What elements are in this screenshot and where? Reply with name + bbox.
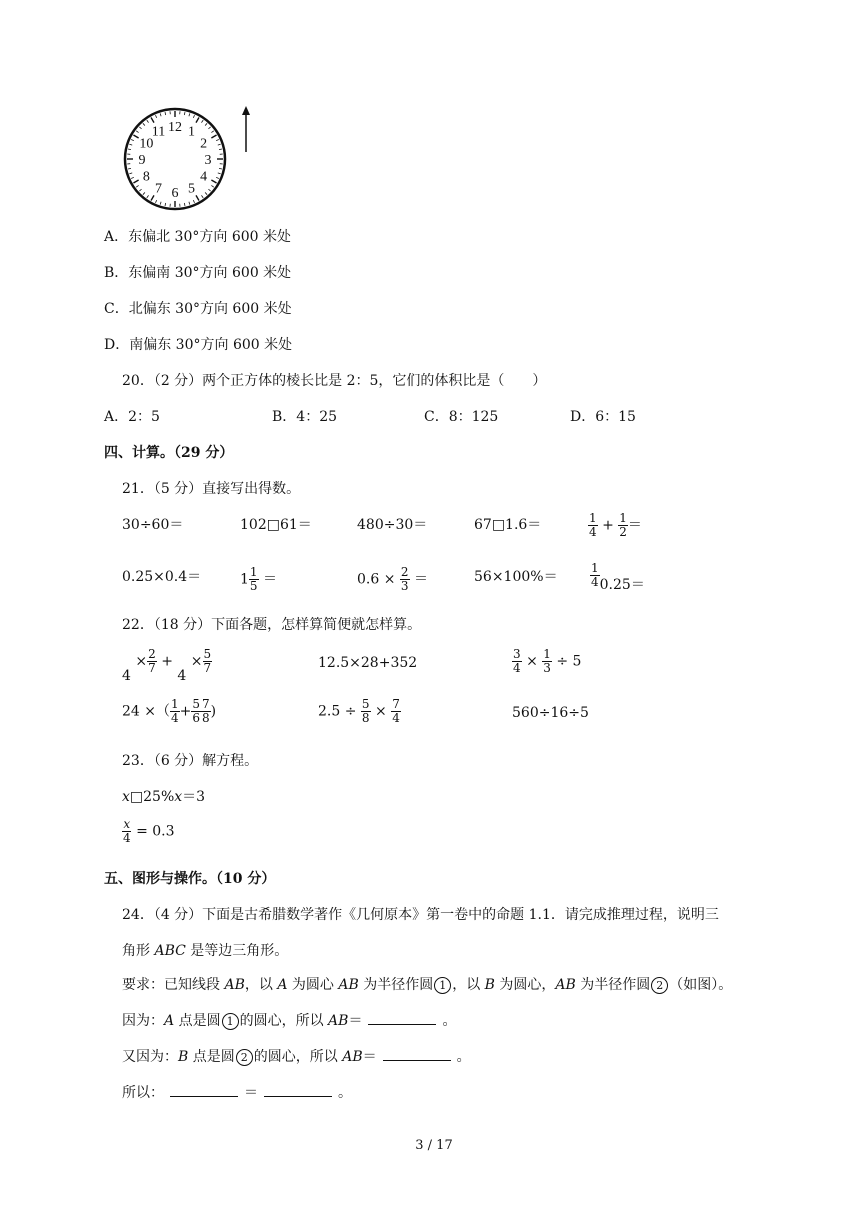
q22-problem-4: 24 ×（ $\frac{1}{4}$ + $\frac{5}{6}$ $\frac{7}{8}$ ) [122,697,217,725]
q24-line-1: 24．（4 分）下面是古希腊数学著作《几何原本》第一卷中的命题 1.1．请完成推理过程，说明三 [122,907,719,923]
clock-tick [211,135,216,138]
fraction: $\frac{x}{4}$ [123,817,131,845]
fraction: $\frac{5}{8}$ [361,697,370,725]
fraction: $\frac{1}{2}$ [619,511,627,539]
answer-blank[interactable] [368,1012,436,1025]
clock-tick [189,113,190,116]
clock-tick [218,144,221,145]
clock-tick [147,120,149,122]
q22-problem-5: 2.5 ÷ $\frac{5}{8}$ × $\frac{7}{4}$ [318,697,400,725]
clock-tick [128,149,131,150]
fraction: $\frac{1}{4}$ [171,697,179,725]
q24-requirement: 要求：已知线段 AB，以 A 为圆心 AB 为半径作圆 1 ，以 B 为圆心，AB 为半径作圆 2 （如图）。 [122,977,733,993]
circled-number: 2 [236,1049,253,1066]
fraction: $\frac{2}{7}$ [148,647,156,675]
circled-number: 1 [222,1013,239,1030]
clock-number: 8 [142,169,150,185]
q21-item-c: 480÷30＝ [357,517,428,533]
clock-tick [201,195,203,197]
clock-tick [208,127,210,129]
clock-number: 6 [171,186,179,201]
section-4-title: 四、计算。（29 分） [104,445,234,461]
clock-number: 3 [204,153,212,168]
clock-tick [147,195,149,197]
clock-figure [120,104,230,214]
fraction: $\frac{1}{4}$ [591,561,599,589]
q24-line-2: 角形 ABC 是等边三角形。 [122,943,289,959]
q23-equation-1: x□25%x＝3 [122,789,206,805]
q21-item-g: 1 $\frac{1}{5}$ ＝ [240,565,278,593]
circled-number: 1 [434,977,451,994]
clock-tick [165,112,166,115]
answer-blank[interactable] [383,1048,451,1061]
q20-option-a: A．2：5 [104,409,160,425]
q20-stem: 20．（2 分）两个正方体的棱长比是 2：5，它们的体积比是（ ） [122,373,547,389]
clock-tick [151,117,154,122]
clock-number: 4 [200,169,208,185]
clock-tick [211,180,216,183]
q22-problem-3: $\frac{3}{4}$ × $\frac{1}{3}$ ÷ 5 [513,647,582,675]
q22-stem: 22．（18 分）下面各题，怎样算简便就怎样算。 [122,617,422,633]
clock-tick [211,131,213,133]
clock-tick [143,192,145,194]
fraction: $\frac{1}{5}$ [249,565,258,593]
clock-number: 1 [188,124,195,140]
fraction: $\frac{1}{3}$ [543,647,551,675]
clock-numbers [139,120,212,201]
clock-number: 11 [151,124,166,140]
clock-tick [136,185,138,187]
clock-tick [139,189,141,191]
q24-because-2: 又因为：B 点是圆 2 的圆心，所以 AB＝ 。 [122,1049,471,1065]
clock-tick [139,127,141,129]
q20-option-b: B．4：25 [272,409,338,425]
q20-option-d: D．6：15 [570,409,636,425]
clock-tick [211,185,213,187]
fraction: $\frac{5}{7}$ [203,647,212,675]
clock-tick [184,203,185,206]
clock-tick [205,192,207,194]
answer-blank[interactable] [264,1084,332,1097]
page-number: 3 / 17 [415,1138,453,1153]
q21-item-i: 56×100%＝ [474,569,558,585]
q22-problem-2: 12.5×28+352 [318,655,418,671]
clock-tick [205,123,207,125]
clock-tick [136,131,138,133]
clock-number: 2 [200,136,208,152]
clock-tick [155,200,156,203]
clock-tick [216,139,219,140]
clock-tick [129,173,132,174]
q23-equation-2: $\frac{x}{4}$ = 0.3 [123,817,175,845]
clock-tick [196,117,199,122]
clock-tick [151,195,154,200]
fraction: $\frac{3}{4}$ [513,647,521,675]
clock-tick [160,113,161,116]
clock-tick [193,200,194,203]
fraction: $\frac{5}{6}$ [192,697,201,725]
clock-tick [133,135,138,138]
clock-tick [131,139,134,140]
clock-number: 7 [155,181,162,197]
clock-tick [143,123,145,125]
clock-tick [131,177,134,178]
q19-option-a: A．东偏北 30°方向 600 米处 [104,229,291,245]
clock-number: 12 [168,120,182,135]
clock-tick [216,177,219,178]
q24-conclusion: 所以： ＝ 。 [122,1085,352,1101]
q21-item-j: $\frac{1}{4}$ 0.25＝ [591,561,645,593]
clock-tick [155,115,156,118]
q19-option-c: C．北偏东 30°方向 600 米处 [104,301,292,317]
clock-tick [165,203,166,206]
q24-because-1: 因为：A 点是圆 1 的圆心，所以 AB＝ 。 [122,1013,457,1029]
q19-option-d: D．南偏东 30°方向 600 米处 [104,337,293,353]
fraction: $\frac{7}{8}$ [202,697,210,725]
q23-stem: 23．（6 分）解方程。 [122,753,259,769]
clock-tick [219,149,222,150]
fraction: $\frac{1}{4}$ [589,511,597,539]
q22-problem-6: 560÷16÷5 [512,705,589,721]
q21-item-h: 0.6 × $\frac{2}{3}$ ＝ [357,565,428,593]
q21-item-b: 102□61＝ [240,517,312,533]
north-arrow-icon [238,106,254,154]
clock-tick [219,168,222,169]
clock-number: 5 [188,181,195,197]
clock-tick [129,144,132,145]
clock-tick [189,202,190,205]
clock-tick [208,189,210,191]
q21-item-e: $\frac{1}{4}$ + $\frac{1}{2}$ ＝ [589,511,642,539]
circled-number: 2 [651,977,668,994]
q22-problem-1: 4 × $\frac{2}{7}$ + 4 × $\frac{5}{7}$ [122,647,212,684]
clock-tick [218,173,221,174]
q19-option-b: B．东偏南 30°方向 600 米处 [104,265,292,281]
q21-item-f: 0.25×0.4＝ [122,569,202,585]
clock-number: 9 [138,153,146,168]
section-5-title: 五、图形与操作。（10 分） [104,871,276,887]
clock-tick [196,195,199,200]
q21-item-d: 67□1.6＝ [474,517,542,533]
clock-tick [184,112,185,115]
clock-tick [160,202,161,205]
q20-option-c: C．8：125 [424,409,499,425]
answer-blank[interactable] [170,1084,238,1097]
fraction: $\frac{2}{3}$ [400,565,409,593]
clock-tick [193,115,194,118]
clock-tick [133,180,138,183]
q21-item-a: 30÷60＝ [122,517,184,533]
clock-tick [201,120,203,122]
q21-stem: 21．（5 分）直接写出得数。 [122,481,301,497]
clock-tick [128,168,131,169]
clock-number: 10 [139,136,154,152]
fraction: $\frac{7}{4}$ [392,697,400,725]
